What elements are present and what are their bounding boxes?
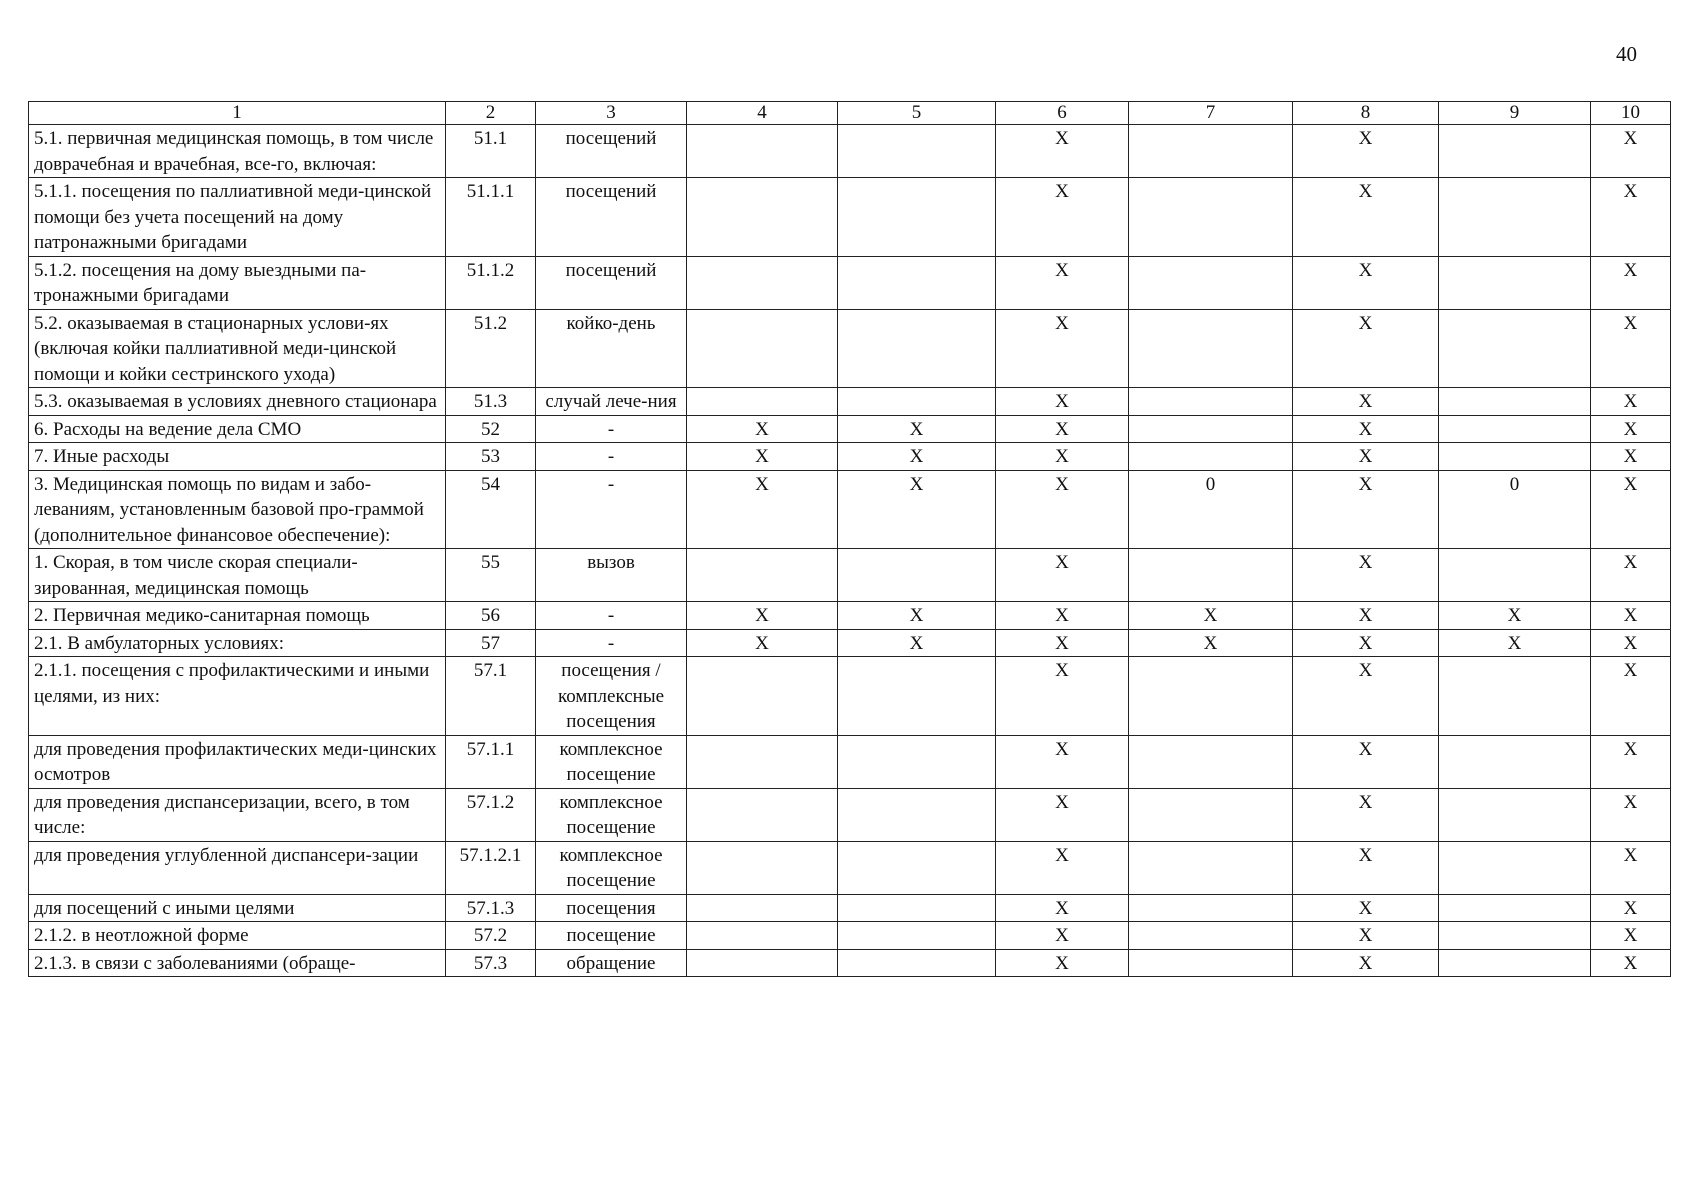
cell-col5 <box>838 256 996 309</box>
cell-col10: Х <box>1591 922 1671 950</box>
cell-col8: Х <box>1293 629 1439 657</box>
cell-col10: Х <box>1591 309 1671 388</box>
row-unit: обращение <box>536 949 687 977</box>
row-code: 54 <box>446 470 536 549</box>
cell-col5 <box>838 894 996 922</box>
row-code: 51.2 <box>446 309 536 388</box>
cell-col5: Х <box>838 470 996 549</box>
cell-col4 <box>687 894 838 922</box>
cell-col6: Х <box>996 657 1129 736</box>
cell-col10: Х <box>1591 841 1671 894</box>
cell-col10: Х <box>1591 949 1671 977</box>
cell-col7 <box>1129 388 1293 416</box>
row-label: для проведения профилактических меди-цинских осмотров <box>29 735 446 788</box>
row-unit: посещений <box>536 256 687 309</box>
row-unit: случай лече-ния <box>536 388 687 416</box>
table-body <box>29 102 1671 977</box>
cell-col9: Х <box>1439 602 1591 630</box>
cell-col7 <box>1129 949 1293 977</box>
cell-col5 <box>838 788 996 841</box>
table-row <box>29 256 1671 309</box>
cell-col10: Х <box>1591 388 1671 416</box>
cell-col5 <box>838 949 996 977</box>
cell-col8: Х <box>1293 256 1439 309</box>
cell-col10: Х <box>1591 629 1671 657</box>
cell-col10: Х <box>1591 443 1671 471</box>
column-header: 7 <box>1129 102 1293 125</box>
cell-col8: Х <box>1293 922 1439 950</box>
cell-col9 <box>1439 657 1591 736</box>
row-unit: посещения <box>536 894 687 922</box>
cell-col4 <box>687 841 838 894</box>
row-unit: - <box>536 415 687 443</box>
cell-col10: Х <box>1591 470 1671 549</box>
table-row <box>29 735 1671 788</box>
cell-col5 <box>838 388 996 416</box>
cell-col8: Х <box>1293 415 1439 443</box>
row-unit: - <box>536 602 687 630</box>
column-header: 2 <box>446 102 536 125</box>
row-label: 2.1. В амбулаторных условиях: <box>29 629 446 657</box>
row-code: 57.2 <box>446 922 536 950</box>
cell-col8: Х <box>1293 309 1439 388</box>
row-code: 57.1.2.1 <box>446 841 536 894</box>
cell-col9 <box>1439 415 1591 443</box>
row-code: 57.3 <box>446 949 536 977</box>
row-unit: комплексное посещение <box>536 841 687 894</box>
cell-col4: Х <box>687 602 838 630</box>
cell-col7 <box>1129 841 1293 894</box>
cell-col6: Х <box>996 894 1129 922</box>
cell-col7: 0 <box>1129 470 1293 549</box>
cell-col8: Х <box>1293 388 1439 416</box>
column-header: 10 <box>1591 102 1671 125</box>
cell-col7 <box>1129 125 1293 178</box>
cell-col4 <box>687 735 838 788</box>
table-row <box>29 602 1671 630</box>
cell-col7 <box>1129 894 1293 922</box>
column-header: 6 <box>996 102 1129 125</box>
row-label: 5.3. оказываемая в условиях дневного стационара <box>29 388 446 416</box>
cell-col8: Х <box>1293 788 1439 841</box>
cell-col7 <box>1129 922 1293 950</box>
column-header: 4 <box>687 102 838 125</box>
cell-col9: Х <box>1439 629 1591 657</box>
cell-col7 <box>1129 657 1293 736</box>
cell-col10: Х <box>1591 415 1671 443</box>
cell-col7 <box>1129 415 1293 443</box>
cell-col5 <box>838 922 996 950</box>
row-label: 2.1.1. посещения с профилактическими и иными целями, из них: <box>29 657 446 736</box>
row-label: для проведения углубленной диспансери-зации <box>29 841 446 894</box>
cell-col4 <box>687 178 838 257</box>
cell-col10: Х <box>1591 894 1671 922</box>
cell-col8: Х <box>1293 735 1439 788</box>
table-row <box>29 388 1671 416</box>
table-row <box>29 657 1671 736</box>
row-unit: посещения / комплексные посещения <box>536 657 687 736</box>
cell-col7 <box>1129 735 1293 788</box>
cell-col8: Х <box>1293 178 1439 257</box>
table-row <box>29 949 1671 977</box>
row-unit: посещение <box>536 922 687 950</box>
cell-col5: Х <box>838 415 996 443</box>
table-row <box>29 415 1671 443</box>
table-row <box>29 841 1671 894</box>
cell-col10: Х <box>1591 657 1671 736</box>
cell-col10: Х <box>1591 125 1671 178</box>
cell-col4 <box>687 388 838 416</box>
cell-col6: Х <box>996 788 1129 841</box>
column-header: 9 <box>1439 102 1591 125</box>
cell-col5: Х <box>838 602 996 630</box>
cell-col9 <box>1439 443 1591 471</box>
row-code: 57.1.1 <box>446 735 536 788</box>
cell-col6: Х <box>996 841 1129 894</box>
cell-col4 <box>687 788 838 841</box>
cell-col5: Х <box>838 443 996 471</box>
cell-col8: Х <box>1293 443 1439 471</box>
row-label: 6. Расходы на ведение дела СМО <box>29 415 446 443</box>
cell-col9 <box>1439 735 1591 788</box>
cell-col8: Х <box>1293 657 1439 736</box>
row-code: 53 <box>446 443 536 471</box>
cell-col9 <box>1439 922 1591 950</box>
cell-col5 <box>838 549 996 602</box>
cell-col9 <box>1439 388 1591 416</box>
cell-col8: Х <box>1293 470 1439 549</box>
cell-col7 <box>1129 443 1293 471</box>
cell-col5 <box>838 125 996 178</box>
cell-col8: Х <box>1293 549 1439 602</box>
table-row <box>29 470 1671 549</box>
cell-col4 <box>687 949 838 977</box>
row-code: 51.3 <box>446 388 536 416</box>
column-header: 1 <box>29 102 446 125</box>
cell-col5 <box>838 309 996 388</box>
row-label: 5.1.1. посещения по паллиативной меди-цинской помощи без учета посещений на дому патронажными бригадами <box>29 178 446 257</box>
row-label: 7. Иные расходы <box>29 443 446 471</box>
table-row <box>29 922 1671 950</box>
cell-col9 <box>1439 125 1591 178</box>
cell-col9: 0 <box>1439 470 1591 549</box>
table-row <box>29 309 1671 388</box>
cell-col8: Х <box>1293 894 1439 922</box>
page-number: 40 <box>1616 42 1637 66</box>
cell-col9 <box>1439 256 1591 309</box>
row-label: 5.1.2. посещения на дому выездными па-тронажными бригадами <box>29 256 446 309</box>
cell-col8: Х <box>1293 841 1439 894</box>
cell-col6: Х <box>996 949 1129 977</box>
row-label: 2. Первичная медико-санитарная помощь <box>29 602 446 630</box>
table-row <box>29 549 1671 602</box>
cell-col6: Х <box>996 443 1129 471</box>
cell-col8: Х <box>1293 125 1439 178</box>
table-row <box>29 788 1671 841</box>
cell-col9 <box>1439 894 1591 922</box>
row-unit: койко-день <box>536 309 687 388</box>
row-code: 51.1.2 <box>446 256 536 309</box>
cell-col10: Х <box>1591 549 1671 602</box>
row-label: для проведения диспансеризации, всего, в том числе: <box>29 788 446 841</box>
cell-col6: Х <box>996 178 1129 257</box>
row-unit: вызов <box>536 549 687 602</box>
cell-col10: Х <box>1591 178 1671 257</box>
cell-col7 <box>1129 256 1293 309</box>
cell-col5 <box>838 178 996 257</box>
table-row <box>29 894 1671 922</box>
cell-col10: Х <box>1591 602 1671 630</box>
cell-col6: Х <box>996 415 1129 443</box>
cell-col4 <box>687 309 838 388</box>
header-row <box>29 102 1671 125</box>
row-label: для посещений с иными целями <box>29 894 446 922</box>
cell-col6: Х <box>996 602 1129 630</box>
cell-col7: Х <box>1129 629 1293 657</box>
cell-col5 <box>838 735 996 788</box>
cell-col4 <box>687 256 838 309</box>
row-code: 51.1 <box>446 125 536 178</box>
cell-col9 <box>1439 949 1591 977</box>
table-row <box>29 178 1671 257</box>
row-code: 55 <box>446 549 536 602</box>
cell-col4 <box>687 922 838 950</box>
row-unit: - <box>536 470 687 549</box>
row-code: 57 <box>446 629 536 657</box>
cell-col7: Х <box>1129 602 1293 630</box>
row-code: 57.1 <box>446 657 536 736</box>
cell-col9 <box>1439 841 1591 894</box>
cell-col10: Х <box>1591 735 1671 788</box>
cell-col7 <box>1129 309 1293 388</box>
row-unit: комплексное посещение <box>536 788 687 841</box>
cell-col6: Х <box>996 735 1129 788</box>
cell-col6: Х <box>996 388 1129 416</box>
row-unit: комплексное посещение <box>536 735 687 788</box>
cell-col5 <box>838 841 996 894</box>
cell-col8: Х <box>1293 602 1439 630</box>
data-table <box>28 101 1671 977</box>
cell-col4: Х <box>687 629 838 657</box>
cell-col6: Х <box>996 549 1129 602</box>
cell-col4 <box>687 549 838 602</box>
cell-col6: Х <box>996 309 1129 388</box>
cell-col7 <box>1129 549 1293 602</box>
table-row <box>29 629 1671 657</box>
row-label: 2.1.3. в связи с заболеваниями (обраще- <box>29 949 446 977</box>
cell-col9 <box>1439 788 1591 841</box>
column-header: 8 <box>1293 102 1439 125</box>
cell-col9 <box>1439 309 1591 388</box>
table-row <box>29 125 1671 178</box>
column-header: 5 <box>838 102 996 125</box>
cell-col4: Х <box>687 415 838 443</box>
row-unit: - <box>536 629 687 657</box>
cell-col7 <box>1129 788 1293 841</box>
cell-col6: Х <box>996 629 1129 657</box>
cell-col6: Х <box>996 470 1129 549</box>
cell-col4 <box>687 125 838 178</box>
row-label: 5.1. первичная медицинская помощь, в том числе доврачебная и врачебная, все-го, включая: <box>29 125 446 178</box>
cell-col9 <box>1439 549 1591 602</box>
cell-col5: Х <box>838 629 996 657</box>
row-label: 3. Медицинская помощь по видам и забо-леваниям, установленным базовой про-граммой (дополнительное финансовое обеспечение): <box>29 470 446 549</box>
row-code: 56 <box>446 602 536 630</box>
row-code: 57.1.3 <box>446 894 536 922</box>
cell-col4: Х <box>687 470 838 549</box>
cell-col7 <box>1129 178 1293 257</box>
cell-col10: Х <box>1591 788 1671 841</box>
row-label: 1. Скорая, в том числе скорая специали-зированная, медицинская помощь <box>29 549 446 602</box>
cell-col8: Х <box>1293 949 1439 977</box>
row-unit: посещений <box>536 178 687 257</box>
column-header: 3 <box>536 102 687 125</box>
cell-col6: Х <box>996 922 1129 950</box>
row-code: 57.1.2 <box>446 788 536 841</box>
cell-col5 <box>838 657 996 736</box>
cell-col9 <box>1439 178 1591 257</box>
row-code: 51.1.1 <box>446 178 536 257</box>
row-label: 5.2. оказываемая в стационарных услови-ях (включая койки паллиативной меди-цинской помощи и койки сестринского ухода) <box>29 309 446 388</box>
row-unit: посещений <box>536 125 687 178</box>
table-row <box>29 443 1671 471</box>
cell-col4: Х <box>687 443 838 471</box>
row-label: 2.1.2. в неотложной форме <box>29 922 446 950</box>
cell-col4 <box>687 657 838 736</box>
cell-col6: Х <box>996 256 1129 309</box>
cell-col6: Х <box>996 125 1129 178</box>
cell-col10: Х <box>1591 256 1671 309</box>
row-unit: - <box>536 443 687 471</box>
row-code: 52 <box>446 415 536 443</box>
